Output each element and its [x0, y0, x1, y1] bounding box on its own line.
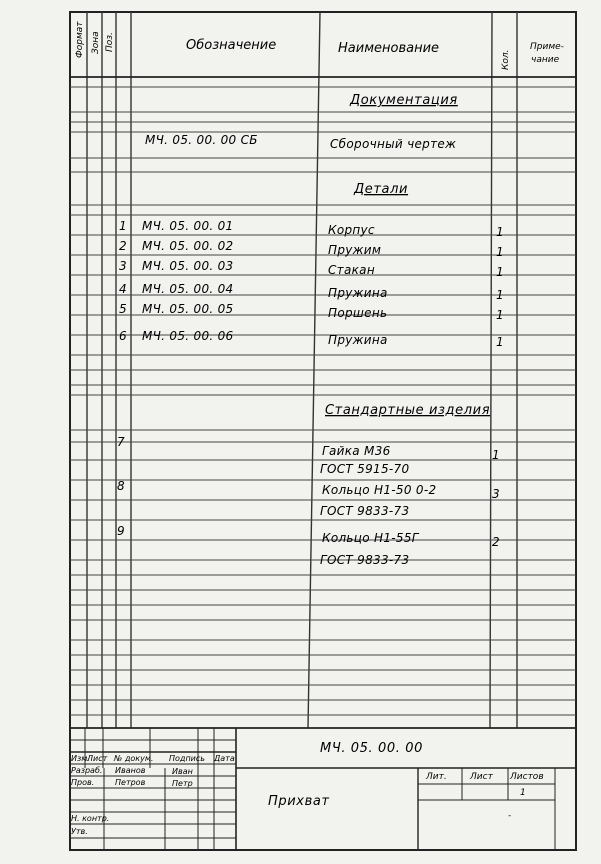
part-name: Корпус: [328, 223, 375, 237]
part-name: Поршень: [328, 306, 388, 320]
part-qty: 1: [496, 335, 504, 349]
header-note-2: чание: [531, 55, 560, 65]
sheet-label: Лист: [470, 772, 493, 782]
part-designation: МЧ. 05. 00. 06: [142, 329, 234, 343]
col-izm: Изм.: [71, 754, 90, 763]
header-designation: Обозначение: [186, 38, 277, 53]
part-pos: 6: [119, 329, 127, 343]
part-qty: 1: [496, 288, 504, 302]
standard-pos: 7: [117, 435, 125, 449]
part-name: Пружина: [328, 333, 388, 347]
part-name: Пружина: [328, 286, 388, 300]
role-ncontrol: Н. контр.: [71, 814, 110, 823]
part-designation: МЧ. 05. 00. 03: [142, 259, 234, 273]
header-format: Формат: [75, 21, 85, 58]
standard-qty: 3: [492, 487, 500, 501]
product-title: Прихват: [268, 794, 330, 809]
header-note-1: Приме-: [530, 42, 564, 52]
standard-qty: 1: [492, 448, 500, 462]
assembly-designation: МЧ. 05. 00. 00 СБ: [145, 133, 258, 147]
standard-pos: 8: [117, 479, 125, 493]
section-standard: Стандартные изделия: [325, 403, 491, 418]
standard-line2: ГОСТ 9833-73: [320, 504, 410, 518]
standard-pos: 9: [117, 524, 125, 538]
col-date: Дата: [214, 754, 235, 763]
col-sign: Подпись: [169, 754, 205, 763]
part-name: Стакан: [328, 263, 375, 277]
part-pos: 5: [119, 302, 127, 316]
header-pos: Поз.: [105, 32, 115, 52]
sign-develop: Иван: [172, 767, 193, 776]
part-qty: 1: [496, 265, 504, 279]
part-designation: МЧ. 05. 00. 02: [142, 239, 234, 253]
assembly-name: Сборочный чертеж: [330, 137, 457, 151]
document-code: МЧ. 05. 00. 00: [320, 741, 423, 756]
part-pos: 3: [119, 259, 127, 273]
part-designation: МЧ. 05. 00. 05: [142, 302, 234, 316]
standard-line1: Гайка М36: [322, 444, 391, 458]
sheets-label: Листов: [510, 772, 544, 782]
role-check: Пров.: [71, 778, 95, 787]
role-develop: Разраб.: [71, 766, 103, 775]
header-zone: Зона: [91, 31, 101, 54]
name-develop: Иванов: [115, 766, 146, 775]
part-pos: 4: [119, 282, 127, 296]
part-designation: МЧ. 05. 00. 04: [142, 282, 234, 296]
lit-label: Лит.: [426, 772, 447, 782]
name-check: Петров: [115, 778, 146, 787]
sign-check: Петр: [172, 779, 193, 788]
standard-line1: Кольцо Н1-50 0-2: [322, 483, 437, 497]
part-pos: 1: [119, 219, 127, 233]
section-documentation: Документация: [350, 93, 458, 108]
dash-mark: -: [508, 811, 512, 821]
part-designation: МЧ. 05. 00. 01: [142, 219, 234, 233]
col-list: Лист: [87, 754, 108, 763]
part-pos: 2: [119, 239, 127, 253]
standard-line2: ГОСТ 9833-73: [320, 553, 410, 567]
role-approve: Утв.: [71, 827, 88, 836]
standard-line1: Кольцо Н1-55Г: [322, 531, 419, 545]
part-qty: 1: [496, 245, 504, 259]
section-parts: Детали: [354, 182, 409, 197]
col-doc: № докум.: [114, 754, 154, 763]
part-qty: 1: [496, 225, 504, 239]
header-name: Наименование: [338, 41, 440, 56]
sheet-number: 1: [520, 788, 526, 798]
part-name: Пружим: [328, 243, 382, 257]
part-qty: 1: [496, 308, 504, 322]
standard-line2: ГОСТ 5915-70: [320, 462, 410, 476]
header-qty: Кол.: [501, 49, 511, 70]
standard-qty: 2: [492, 535, 500, 549]
